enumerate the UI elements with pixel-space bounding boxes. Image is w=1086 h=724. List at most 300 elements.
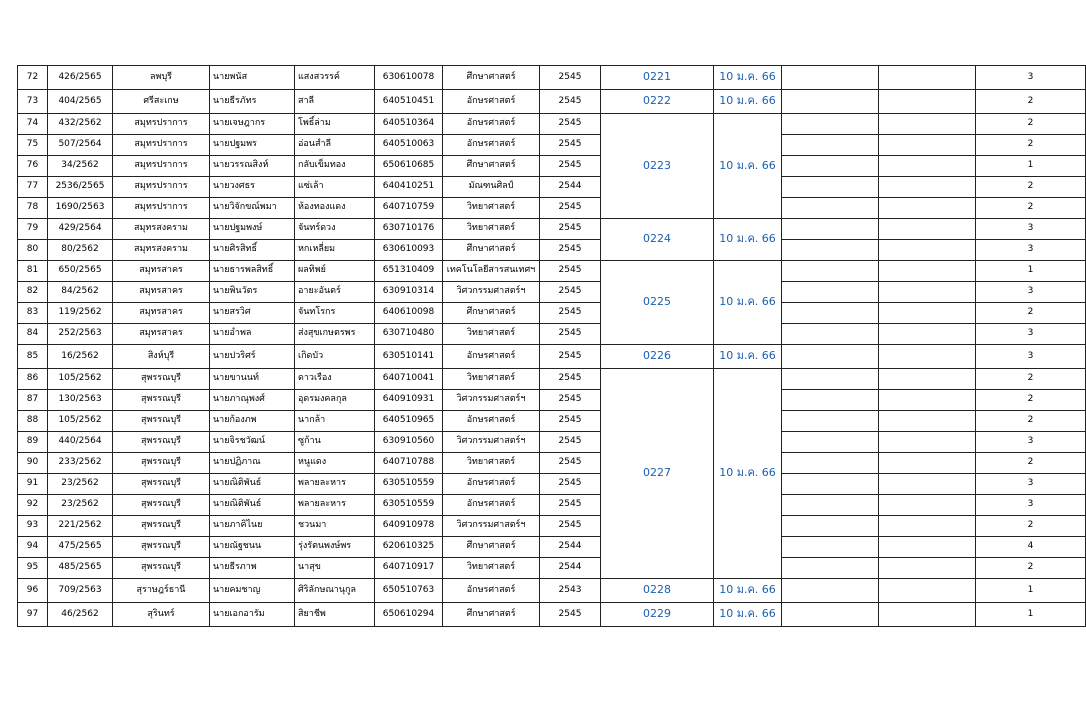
province-cell: สุพรรณบุรี bbox=[113, 390, 210, 411]
first-name-cell: นายปฐมพงษ์ bbox=[210, 219, 295, 240]
blank-cell-b bbox=[879, 474, 976, 495]
faculty-cell: วิทยาศาสตร์ bbox=[443, 219, 540, 240]
count-cell: 2 bbox=[976, 177, 1086, 198]
reference-number-cell: 404/2565 bbox=[48, 90, 113, 114]
session-date-cell: 10 ม.ค. 66 bbox=[714, 66, 782, 90]
blank-cell-b bbox=[879, 303, 976, 324]
province-cell: สมุทรปราการ bbox=[113, 177, 210, 198]
row-number-cell: 91 bbox=[18, 474, 48, 495]
roster-body bbox=[18, 66, 1086, 627]
count-cell: 4 bbox=[976, 537, 1086, 558]
row-number-cell: 90 bbox=[18, 453, 48, 474]
faculty-cell: วิทยาศาสตร์ bbox=[443, 324, 540, 345]
first-name-cell: นายณัฐชนน bbox=[210, 537, 295, 558]
province-cell: สมุทรสงคราม bbox=[113, 219, 210, 240]
blank-cell-b bbox=[879, 432, 976, 453]
birth-year-cell: 2544 bbox=[540, 537, 601, 558]
blank-cell-a bbox=[782, 603, 879, 627]
faculty-cell: อักษรศาสตร์ bbox=[443, 90, 540, 114]
table-row bbox=[18, 579, 1086, 603]
student-id-cell: 630510559 bbox=[375, 474, 443, 495]
last-name-cell: ซูก้าน bbox=[295, 432, 375, 453]
count-cell: 2 bbox=[976, 114, 1086, 135]
blank-cell-b bbox=[879, 516, 976, 537]
reference-number-cell: 34/2562 bbox=[48, 156, 113, 177]
first-name-cell: นายศิรสิทธิ์ bbox=[210, 240, 295, 261]
first-name-cell: นายพินวัตร bbox=[210, 282, 295, 303]
faculty-cell: ศึกษาศาสตร์ bbox=[443, 66, 540, 90]
count-cell: 3 bbox=[976, 495, 1086, 516]
province-cell: สมุทรปราการ bbox=[113, 156, 210, 177]
table-row bbox=[18, 603, 1086, 627]
reference-number-cell: 105/2562 bbox=[48, 411, 113, 432]
blank-cell-a bbox=[782, 558, 879, 579]
row-number-cell: 74 bbox=[18, 114, 48, 135]
student-id-cell: 650510763 bbox=[375, 579, 443, 603]
blank-cell-a bbox=[782, 324, 879, 345]
count-cell: 2 bbox=[976, 411, 1086, 432]
blank-cell-a bbox=[782, 282, 879, 303]
row-number-cell: 77 bbox=[18, 177, 48, 198]
blank-cell-a bbox=[782, 495, 879, 516]
blank-cell-b bbox=[879, 198, 976, 219]
student-id-cell: 640610098 bbox=[375, 303, 443, 324]
first-name-cell: นายธีรภาพ bbox=[210, 558, 295, 579]
first-name-cell: นายธีรภัทร bbox=[210, 90, 295, 114]
row-number-cell: 80 bbox=[18, 240, 48, 261]
faculty-cell: เทคโนโลยีสารสนเทศฯ bbox=[443, 261, 540, 282]
birth-year-cell: 2545 bbox=[540, 219, 601, 240]
table-row bbox=[18, 177, 1086, 198]
count-cell: 2 bbox=[976, 453, 1086, 474]
table-row bbox=[18, 261, 1086, 282]
count-cell: 3 bbox=[976, 219, 1086, 240]
row-number-cell: 73 bbox=[18, 90, 48, 114]
row-number-cell: 79 bbox=[18, 219, 48, 240]
first-name-cell: นายขานนท์ bbox=[210, 369, 295, 390]
reference-number-cell: 475/2565 bbox=[48, 537, 113, 558]
session-code-cell: 0223 bbox=[601, 114, 714, 219]
birth-year-cell: 2545 bbox=[540, 156, 601, 177]
faculty-cell: ศึกษาศาสตร์ bbox=[443, 537, 540, 558]
count-cell: 1 bbox=[976, 603, 1086, 627]
last-name-cell: แซ่เล้า bbox=[295, 177, 375, 198]
blank-cell-a bbox=[782, 240, 879, 261]
first-name-cell: นายปฏิภาณ bbox=[210, 453, 295, 474]
table-row bbox=[18, 558, 1086, 579]
first-name-cell: นายณิติพันธ์ bbox=[210, 495, 295, 516]
first-name-cell: นายปวริศร์ bbox=[210, 345, 295, 369]
first-name-cell: นายคมชาญ bbox=[210, 579, 295, 603]
student-id-cell: 640710917 bbox=[375, 558, 443, 579]
session-code-cell: 0229 bbox=[601, 603, 714, 627]
province-cell: สุพรรณบุรี bbox=[113, 411, 210, 432]
birth-year-cell: 2545 bbox=[540, 90, 601, 114]
session-code-cell: 0222 bbox=[601, 90, 714, 114]
province-cell: สุพรรณบุรี bbox=[113, 432, 210, 453]
faculty-cell: วิศวกรรมศาสตร์ฯ bbox=[443, 390, 540, 411]
last-name-cell: เกิดบัว bbox=[295, 345, 375, 369]
count-cell: 2 bbox=[976, 558, 1086, 579]
first-name-cell: นายก้องภพ bbox=[210, 411, 295, 432]
last-name-cell: อ่อนสำลี bbox=[295, 135, 375, 156]
birth-year-cell: 2545 bbox=[540, 261, 601, 282]
student-id-cell: 640410251 bbox=[375, 177, 443, 198]
birth-year-cell: 2545 bbox=[540, 390, 601, 411]
row-number-cell: 88 bbox=[18, 411, 48, 432]
faculty-cell: ศึกษาศาสตร์ bbox=[443, 303, 540, 324]
last-name-cell: จันทร์ดวง bbox=[295, 219, 375, 240]
faculty-cell: อักษรศาสตร์ bbox=[443, 114, 540, 135]
birth-year-cell: 2545 bbox=[540, 432, 601, 453]
count-cell: 2 bbox=[976, 198, 1086, 219]
session-date-cell: 10 ม.ค. 66 bbox=[714, 90, 782, 114]
row-number-cell: 72 bbox=[18, 66, 48, 90]
count-cell: 1 bbox=[976, 156, 1086, 177]
student-id-cell: 630910314 bbox=[375, 282, 443, 303]
birth-year-cell: 2545 bbox=[540, 114, 601, 135]
faculty-cell: อักษรศาสตร์ bbox=[443, 495, 540, 516]
faculty-cell: วิทยาศาสตร์ bbox=[443, 453, 540, 474]
student-id-cell: 630510559 bbox=[375, 495, 443, 516]
last-name-cell: สิยาชีพ bbox=[295, 603, 375, 627]
blank-cell-b bbox=[879, 261, 976, 282]
reference-number-cell: 709/2563 bbox=[48, 579, 113, 603]
table-row bbox=[18, 537, 1086, 558]
reference-number-cell: 507/2564 bbox=[48, 135, 113, 156]
faculty-cell: ศึกษาศาสตร์ bbox=[443, 603, 540, 627]
row-number-cell: 89 bbox=[18, 432, 48, 453]
table-row bbox=[18, 282, 1086, 303]
blank-cell-a bbox=[782, 90, 879, 114]
reference-number-cell: 119/2562 bbox=[48, 303, 113, 324]
last-name-cell: ศิริลักษณานุกูล bbox=[295, 579, 375, 603]
table-row bbox=[18, 219, 1086, 240]
blank-cell-a bbox=[782, 453, 879, 474]
count-cell: 2 bbox=[976, 135, 1086, 156]
count-cell: 2 bbox=[976, 390, 1086, 411]
first-name-cell: นายพนัส bbox=[210, 66, 295, 90]
last-name-cell: อุดรมงคลกุล bbox=[295, 390, 375, 411]
faculty-cell: อักษรศาสตร์ bbox=[443, 474, 540, 495]
table-row bbox=[18, 324, 1086, 345]
birth-year-cell: 2545 bbox=[540, 495, 601, 516]
student-id-cell: 651310409 bbox=[375, 261, 443, 282]
count-cell: 3 bbox=[976, 66, 1086, 90]
province-cell: สุราษฎร์ธานี bbox=[113, 579, 210, 603]
session-date-cell: 10 ม.ค. 66 bbox=[714, 219, 782, 261]
blank-cell-a bbox=[782, 537, 879, 558]
last-name-cell: นาสุข bbox=[295, 558, 375, 579]
province-cell: สุพรรณบุรี bbox=[113, 516, 210, 537]
province-cell: สมุทรสาคร bbox=[113, 303, 210, 324]
session-date-cell: 10 ม.ค. 66 bbox=[714, 579, 782, 603]
reference-number-cell: 23/2562 bbox=[48, 474, 113, 495]
blank-cell-a bbox=[782, 261, 879, 282]
student-id-cell: 630710480 bbox=[375, 324, 443, 345]
province-cell: สุพรรณบุรี bbox=[113, 558, 210, 579]
first-name-cell: นายเจษฎากร bbox=[210, 114, 295, 135]
student-id-cell: 640910978 bbox=[375, 516, 443, 537]
session-code-cell: 0225 bbox=[601, 261, 714, 345]
last-name-cell: จันทโรกร bbox=[295, 303, 375, 324]
faculty-cell: อักษรศาสตร์ bbox=[443, 345, 540, 369]
last-name-cell: อายะอันตร์ bbox=[295, 282, 375, 303]
last-name-cell: หนูแดง bbox=[295, 453, 375, 474]
reference-number-cell: 432/2562 bbox=[48, 114, 113, 135]
table-row bbox=[18, 390, 1086, 411]
province-cell: สมุทรสาคร bbox=[113, 282, 210, 303]
faculty-cell: อักษรศาสตร์ bbox=[443, 135, 540, 156]
birth-year-cell: 2545 bbox=[540, 345, 601, 369]
province-cell: สิงห์บุรี bbox=[113, 345, 210, 369]
count-cell: 1 bbox=[976, 579, 1086, 603]
blank-cell-b bbox=[879, 240, 976, 261]
province-cell: สมุทรสาคร bbox=[113, 324, 210, 345]
reference-number-cell: 84/2562 bbox=[48, 282, 113, 303]
blank-cell-b bbox=[879, 411, 976, 432]
session-date-cell: 10 ม.ค. 66 bbox=[714, 261, 782, 345]
student-id-cell: 630910560 bbox=[375, 432, 443, 453]
blank-cell-a bbox=[782, 390, 879, 411]
row-number-cell: 75 bbox=[18, 135, 48, 156]
last-name-cell: หกเหลี่ยม bbox=[295, 240, 375, 261]
reference-number-cell: 46/2562 bbox=[48, 603, 113, 627]
province-cell: สมุทรปราการ bbox=[113, 114, 210, 135]
count-cell: 2 bbox=[976, 90, 1086, 114]
reference-number-cell: 2536/2565 bbox=[48, 177, 113, 198]
reference-number-cell: 23/2562 bbox=[48, 495, 113, 516]
birth-year-cell: 2544 bbox=[540, 558, 601, 579]
blank-cell-b bbox=[879, 558, 976, 579]
blank-cell-a bbox=[782, 345, 879, 369]
row-number-cell: 94 bbox=[18, 537, 48, 558]
birth-year-cell: 2545 bbox=[540, 66, 601, 90]
student-id-cell: 640710759 bbox=[375, 198, 443, 219]
province-cell: ลพบุรี bbox=[113, 66, 210, 90]
blank-cell-b bbox=[879, 603, 976, 627]
student-id-cell: 640510451 bbox=[375, 90, 443, 114]
blank-cell-a bbox=[782, 177, 879, 198]
table-row bbox=[18, 495, 1086, 516]
blank-cell-b bbox=[879, 219, 976, 240]
blank-cell-a bbox=[782, 198, 879, 219]
last-name-cell: นากล้า bbox=[295, 411, 375, 432]
roster-table bbox=[17, 65, 1086, 627]
reference-number-cell: 16/2562 bbox=[48, 345, 113, 369]
session-code-cell: 0227 bbox=[601, 369, 714, 579]
session-date-cell: 10 ม.ค. 66 bbox=[714, 345, 782, 369]
session-code-cell: 0224 bbox=[601, 219, 714, 261]
blank-cell-a bbox=[782, 114, 879, 135]
reference-number-cell: 130/2563 bbox=[48, 390, 113, 411]
count-cell: 1 bbox=[976, 261, 1086, 282]
reference-number-cell: 426/2565 bbox=[48, 66, 113, 90]
session-code-cell: 0226 bbox=[601, 345, 714, 369]
count-cell: 3 bbox=[976, 345, 1086, 369]
last-name-cell: แสงสวรรค์ bbox=[295, 66, 375, 90]
birth-year-cell: 2545 bbox=[540, 282, 601, 303]
count-cell: 3 bbox=[976, 324, 1086, 345]
table-row bbox=[18, 198, 1086, 219]
province-cell: สุพรรณบุรี bbox=[113, 474, 210, 495]
student-id-cell: 650610294 bbox=[375, 603, 443, 627]
birth-year-cell: 2545 bbox=[540, 411, 601, 432]
blank-cell-a bbox=[782, 516, 879, 537]
student-id-cell: 630510141 bbox=[375, 345, 443, 369]
table-row bbox=[18, 474, 1086, 495]
count-cell: 3 bbox=[976, 240, 1086, 261]
session-code-cell: 0221 bbox=[601, 66, 714, 90]
first-name-cell: นายภาคิไนย bbox=[210, 516, 295, 537]
birth-year-cell: 2545 bbox=[540, 603, 601, 627]
reference-number-cell: 485/2565 bbox=[48, 558, 113, 579]
count-cell: 3 bbox=[976, 432, 1086, 453]
province-cell: สุพรรณบุรี bbox=[113, 369, 210, 390]
table-row bbox=[18, 345, 1086, 369]
birth-year-cell: 2544 bbox=[540, 177, 601, 198]
row-number-cell: 87 bbox=[18, 390, 48, 411]
table-row bbox=[18, 240, 1086, 261]
blank-cell-b bbox=[879, 579, 976, 603]
faculty-cell: อักษรศาสตร์ bbox=[443, 579, 540, 603]
student-id-cell: 640510965 bbox=[375, 411, 443, 432]
row-number-cell: 93 bbox=[18, 516, 48, 537]
last-name-cell: ดาวเรือง bbox=[295, 369, 375, 390]
first-name-cell: นายปฐมพร bbox=[210, 135, 295, 156]
blank-cell-b bbox=[879, 369, 976, 390]
table-row bbox=[18, 156, 1086, 177]
blank-cell-a bbox=[782, 411, 879, 432]
count-cell: 3 bbox=[976, 474, 1086, 495]
last-name-cell: สาลี bbox=[295, 90, 375, 114]
session-code-cell: 0228 bbox=[601, 579, 714, 603]
first-name-cell: นายวิจักขณ์พมา bbox=[210, 198, 295, 219]
first-name-cell: นายวรรณสิงห์ bbox=[210, 156, 295, 177]
row-number-cell: 85 bbox=[18, 345, 48, 369]
birth-year-cell: 2545 bbox=[540, 135, 601, 156]
blank-cell-a bbox=[782, 66, 879, 90]
row-number-cell: 78 bbox=[18, 198, 48, 219]
table-row bbox=[18, 303, 1086, 324]
blank-cell-b bbox=[879, 324, 976, 345]
faculty-cell: ศึกษาศาสตร์ bbox=[443, 240, 540, 261]
reference-number-cell: 1690/2563 bbox=[48, 198, 113, 219]
province-cell: สุรินทร์ bbox=[113, 603, 210, 627]
count-cell: 3 bbox=[976, 282, 1086, 303]
blank-cell-a bbox=[782, 369, 879, 390]
birth-year-cell: 2545 bbox=[540, 240, 601, 261]
row-number-cell: 81 bbox=[18, 261, 48, 282]
province-cell: สมุทรสงคราม bbox=[113, 240, 210, 261]
province-cell: สุพรรณบุรี bbox=[113, 537, 210, 558]
table-row bbox=[18, 66, 1086, 90]
blank-cell-a bbox=[782, 303, 879, 324]
session-date-cell: 10 ม.ค. 66 bbox=[714, 603, 782, 627]
birth-year-cell: 2545 bbox=[540, 369, 601, 390]
province-cell: สุพรรณบุรี bbox=[113, 495, 210, 516]
province-cell: สมุทรปราการ bbox=[113, 135, 210, 156]
reference-number-cell: 221/2562 bbox=[48, 516, 113, 537]
reference-number-cell: 80/2562 bbox=[48, 240, 113, 261]
last-name-cell: ชวนมา bbox=[295, 516, 375, 537]
blank-cell-b bbox=[879, 135, 976, 156]
blank-cell-b bbox=[879, 453, 976, 474]
blank-cell-b bbox=[879, 114, 976, 135]
reference-number-cell: 650/2565 bbox=[48, 261, 113, 282]
birth-year-cell: 2545 bbox=[540, 474, 601, 495]
reference-number-cell: 233/2562 bbox=[48, 453, 113, 474]
blank-cell-a bbox=[782, 474, 879, 495]
last-name-cell: พลายละหาร bbox=[295, 474, 375, 495]
row-number-cell: 84 bbox=[18, 324, 48, 345]
table-row bbox=[18, 453, 1086, 474]
row-number-cell: 97 bbox=[18, 603, 48, 627]
blank-cell-b bbox=[879, 156, 976, 177]
last-name-cell: รุ่งรัตนพงษ์พร bbox=[295, 537, 375, 558]
reference-number-cell: 105/2562 bbox=[48, 369, 113, 390]
table-row bbox=[18, 369, 1086, 390]
faculty-cell: วิทยาศาสตร์ bbox=[443, 369, 540, 390]
faculty-cell: วิศวกรรมศาสตร์ฯ bbox=[443, 432, 540, 453]
student-id-cell: 630610078 bbox=[375, 66, 443, 90]
reference-number-cell: 429/2564 bbox=[48, 219, 113, 240]
last-name-cell: ผลทิพย์ bbox=[295, 261, 375, 282]
count-cell: 2 bbox=[976, 516, 1086, 537]
student-id-cell: 640510063 bbox=[375, 135, 443, 156]
blank-cell-a bbox=[782, 219, 879, 240]
blank-cell-a bbox=[782, 579, 879, 603]
student-id-cell: 640910931 bbox=[375, 390, 443, 411]
session-date-cell: 10 ม.ค. 66 bbox=[714, 369, 782, 579]
student-id-cell: 650610685 bbox=[375, 156, 443, 177]
student-id-cell: 640710788 bbox=[375, 453, 443, 474]
row-number-cell: 86 bbox=[18, 369, 48, 390]
blank-cell-b bbox=[879, 177, 976, 198]
province-cell: สุพรรณบุรี bbox=[113, 453, 210, 474]
last-name-cell: โพธิ์ล่าม bbox=[295, 114, 375, 135]
last-name-cell: ห้องทองแดง bbox=[295, 198, 375, 219]
faculty-cell: วิศวกรรมศาสตร์ฯ bbox=[443, 282, 540, 303]
blank-cell-b bbox=[879, 345, 976, 369]
birth-year-cell: 2545 bbox=[540, 198, 601, 219]
province-cell: สมุทรสาคร bbox=[113, 261, 210, 282]
blank-cell-b bbox=[879, 495, 976, 516]
student-id-cell: 630710176 bbox=[375, 219, 443, 240]
faculty-cell: วิทยาศาสตร์ bbox=[443, 558, 540, 579]
row-number-cell: 76 bbox=[18, 156, 48, 177]
table-row bbox=[18, 114, 1086, 135]
birth-year-cell: 2545 bbox=[540, 516, 601, 537]
first-name-cell: นายจิรชวัฒน์ bbox=[210, 432, 295, 453]
first-name-cell: นายสรวิศ bbox=[210, 303, 295, 324]
birth-year-cell: 2543 bbox=[540, 579, 601, 603]
first-name-cell: นายณิติพันธ์ bbox=[210, 474, 295, 495]
student-id-cell: 640510364 bbox=[375, 114, 443, 135]
row-number-cell: 96 bbox=[18, 579, 48, 603]
student-id-cell: 620610325 bbox=[375, 537, 443, 558]
row-number-cell: 92 bbox=[18, 495, 48, 516]
province-cell: ศรีสะเกษ bbox=[113, 90, 210, 114]
student-id-cell: 630610093 bbox=[375, 240, 443, 261]
faculty-cell: อักษรศาสตร์ bbox=[443, 411, 540, 432]
table-row bbox=[18, 411, 1086, 432]
reference-number-cell: 440/2564 bbox=[48, 432, 113, 453]
blank-cell-b bbox=[879, 66, 976, 90]
faculty-cell: วิทยาศาสตร์ bbox=[443, 198, 540, 219]
table-row bbox=[18, 90, 1086, 114]
first-name-cell: นายอำพล bbox=[210, 324, 295, 345]
